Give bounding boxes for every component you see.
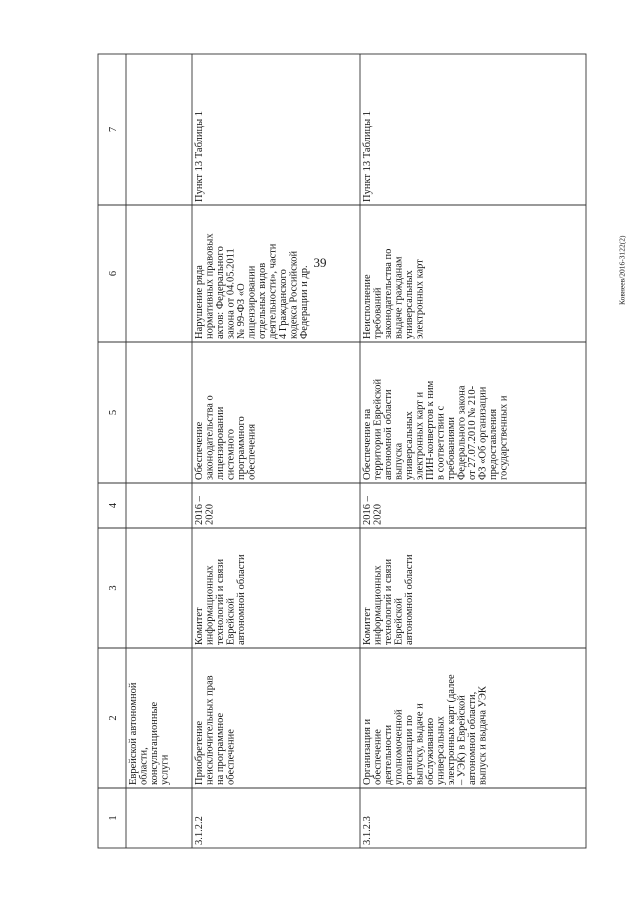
cell-violation: № 99-ФЗ «О — [236, 283, 247, 339]
cell-violation: выдаче гражданам — [393, 256, 405, 339]
cell-violation: Неисполнение — [362, 274, 373, 339]
cell-num: 3.1.2.3 — [362, 816, 373, 845]
cell-reference: Пункт 13 Таблицы 1 — [362, 110, 373, 202]
column-number-7: 7 — [108, 126, 119, 133]
cell-measure: лицензировании — [215, 406, 226, 480]
cell-name: услуги — [159, 754, 171, 785]
cell-violation: электронных карт — [414, 259, 426, 339]
cell-violation: Нарушение ряда — [194, 265, 205, 339]
cell-measure: в соответствии с — [435, 405, 447, 480]
table-row — [128, 682, 171, 785]
cell-measure: электронных карт и — [414, 391, 426, 480]
cell-executor: автономной области — [236, 554, 247, 645]
page-number: 39 — [313, 255, 327, 270]
cell-period: 2016 – — [194, 496, 205, 525]
cell-measure: выпуска — [393, 442, 405, 480]
cell-name: уполномоченной — [393, 709, 405, 785]
footer-code: Ковнеев/2016-3122(2) — [617, 235, 627, 305]
cell-executor: информационных — [372, 565, 384, 645]
cell-measure: системного — [225, 429, 237, 480]
cell-measure: территории Еврейской — [372, 378, 384, 480]
cell-measure: от 27.07.2010 № 210- — [467, 385, 478, 480]
column-number-4: 4 — [108, 502, 119, 509]
cell-measure: универсальных — [404, 411, 415, 480]
cell-measure: Федерального закона — [456, 385, 468, 480]
cell-executor: Комитет — [194, 607, 205, 645]
cell-violation: деятельности», части — [267, 243, 279, 339]
cell-name: выпуску, выдаче и — [414, 703, 426, 785]
cell-name: организации по — [404, 715, 415, 785]
cell-name: электронных карт (далее — [446, 674, 457, 785]
column-number-1: 1 — [108, 815, 119, 821]
cell-name: – УЭК) в Еврейской — [456, 695, 468, 785]
table-border — [98, 54, 586, 848]
cell-executor: Комитет — [362, 607, 373, 645]
cell-executor: технологий и связи — [383, 558, 394, 645]
cell-name: Еврейской автономной — [128, 682, 139, 785]
column-number-2: 2 — [108, 715, 119, 721]
cell-executor: Еврейской — [225, 598, 237, 645]
table-grid — [98, 54, 586, 848]
cell-measure: государственных и — [498, 395, 510, 480]
cell-violation: требований — [372, 287, 384, 339]
cell-violation: 4 Гражданского — [278, 269, 289, 339]
cell-name: неисключительных прав — [204, 675, 216, 785]
cell-name: обслуживанию — [425, 717, 436, 785]
cell-name: консультационные — [149, 701, 160, 785]
cell-name: автономной области, — [467, 691, 478, 785]
cell-name: обеспечение — [225, 729, 237, 785]
cell-executor: информационных — [204, 565, 216, 645]
column-number-3: 3 — [108, 585, 119, 591]
cell-violation: кодекса Российской — [288, 250, 300, 339]
cell-measure: ФЗ «Об организации — [477, 386, 489, 480]
cell-name: выпуск и выдача УЭК — [477, 686, 489, 785]
cell-name: Организация и — [362, 718, 373, 785]
cell-executor: технологий и связи — [215, 558, 226, 645]
cell-measure: Обеспечение — [194, 421, 205, 480]
cell-measure: предоставления — [488, 408, 499, 480]
cell-name: Приобретение — [194, 720, 205, 785]
cell-name: деятельности — [383, 724, 394, 785]
cell-name: универсальных — [435, 716, 447, 785]
cell-name: области, — [138, 747, 150, 785]
cell-measure: автономной области — [383, 389, 394, 480]
cell-violation: отдельных видов — [257, 262, 268, 339]
cell-violation: лицензировании — [246, 265, 258, 339]
cell-violation: универсальных — [404, 270, 415, 339]
cell-name: на программное — [215, 712, 226, 785]
cell-measure: программного — [236, 416, 247, 480]
cell-measure: требованиями — [446, 416, 457, 480]
cell-violation: Федерации и др. — [299, 265, 310, 339]
cell-measure: обеспечения — [246, 423, 258, 480]
column-number-6: 6 — [108, 270, 119, 277]
cell-name: обеспечение — [372, 729, 384, 785]
cell-period: 2020 — [204, 504, 216, 525]
cell-period: 2016 – — [362, 496, 373, 525]
table-row — [194, 111, 310, 845]
cell-violation: законодательства по — [383, 248, 394, 339]
table-row — [362, 111, 510, 845]
cell-measure: Обеспечение на — [362, 408, 373, 480]
cell-violation: актов: Федерального — [215, 246, 226, 339]
cell-executor: Еврейской — [393, 598, 405, 645]
cell-measure: ПИН-конвертов к ним — [425, 380, 436, 480]
cell-num: 3.1.2.2 — [194, 816, 205, 845]
cell-executor: автономной области — [404, 554, 415, 645]
cell-period: 2020 — [372, 504, 384, 525]
cell-violation: закона от 04.05.2011 — [225, 248, 237, 339]
column-number-5: 5 — [108, 409, 119, 416]
cell-reference: Пункт 13 Таблицы 1 — [194, 110, 205, 202]
cell-measure: законодательства о — [204, 395, 216, 480]
cell-violation: нормативных правовых — [204, 233, 216, 339]
